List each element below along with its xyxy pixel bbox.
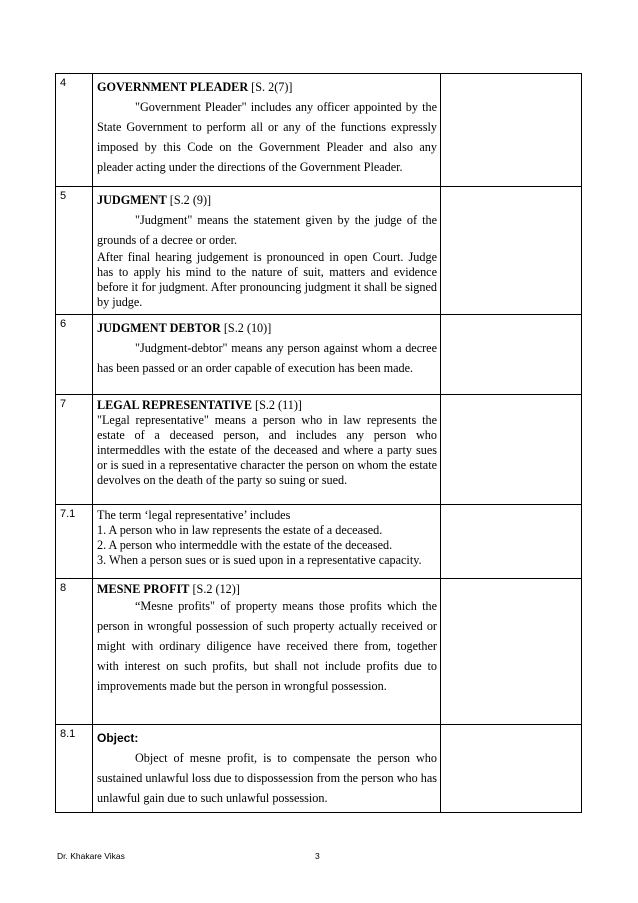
section-reference: [S.2 (9)]: [166, 193, 212, 207]
definitions-table: [55, 73, 582, 813]
blank-cell: [441, 579, 582, 725]
definition-body: "Judgment" means the statement given by the judge of the grounds of a decree or order.: [97, 213, 437, 247]
definition-cell: [93, 395, 441, 505]
definition-cell: [93, 187, 441, 315]
table-row: [56, 505, 582, 579]
row-number: 6: [56, 315, 93, 395]
definition-body: "Legal representative" means a person who in law represents the estate of a deceased person, and includes any person who intermeddles with the estate of the deceased and where a party sues or is sued in a representative character the person on whom the estate devolves on the death of the party so suing or sued.: [97, 413, 437, 487]
definition-cell: [93, 725, 441, 813]
blank-cell: [441, 395, 582, 505]
page-number: 3: [315, 851, 320, 861]
row-number: 5: [56, 187, 93, 315]
list-intro: The term ‘legal representative’ includes: [97, 508, 291, 522]
list-item: 1. A person who in law represents the estate of a deceased.: [97, 523, 383, 537]
section-reference: [S.2 (10)]: [220, 321, 272, 335]
definition-body: "Judgment-debtor" means any person against whom a decree has been passed or an order capable of execution has been made.: [97, 341, 437, 375]
table-row: [56, 725, 582, 813]
definition-heading: GOVERNMENT PLEADER: [97, 80, 249, 94]
section-reference: [S.2 (12)]: [189, 582, 240, 596]
footer-author: Dr. Khakare Vikas: [57, 851, 125, 861]
definition-heading: JUDGMENT: [97, 193, 167, 207]
list-item: 2. A person who intermeddle with the estate of the deceased.: [97, 538, 393, 552]
row-number: 8: [56, 579, 93, 725]
definition-cell: [93, 315, 441, 395]
blank-cell: [441, 505, 582, 579]
definition-cell: [93, 505, 441, 579]
blank-cell: [441, 315, 582, 395]
row-number: 7: [56, 395, 93, 505]
table-row: [56, 315, 582, 395]
blank-cell: [441, 187, 582, 315]
definition-heading: LEGAL REPRESENTATIVE: [97, 398, 252, 412]
definition-heading: JUDGMENT DEBTOR: [97, 321, 221, 335]
definition-body: Object of mesne profit, is to compensate the person who sustained unlawful loss due to dispossession from the person who has unlawful gain due to such unlawful possession.: [97, 751, 437, 805]
table-row: [56, 74, 582, 187]
definition-heading: MESNE PROFIT: [97, 582, 190, 596]
definition-heading: Object:: [97, 731, 139, 745]
table-row: [56, 395, 582, 505]
definition-note: After final hearing judgement is pronounced in open Court. Judge has to apply his mind to the nature of suit, matters and evidence before it for judgment. After pronouncing judgment it shall be signed by judge.: [97, 250, 437, 309]
blank-cell: [441, 725, 582, 813]
definition-body: “Mesne profits" of property means those profits which the person in wrongful possession of such property actually received or might with ordinary diligence have received there from, together with interest on such profits, but shall not include profits due to improvements made but the person in wrongful possession.: [97, 599, 437, 693]
blank-cell: [441, 74, 582, 187]
definition-body: "Government Pleader" includes any officer appointed by the State Government to perform all or any of the functions expressly imposed by this Code on the Government Pleader and also any pleader acting under the directions of the Government Pleader.: [97, 100, 437, 174]
row-number: 4: [56, 74, 93, 187]
row-number: 7.1: [56, 505, 93, 579]
definition-cell: [93, 579, 441, 725]
section-reference: [S. 2(7)]: [248, 80, 293, 94]
section-reference: [S.2 (11)]: [251, 398, 302, 412]
table-row: [56, 187, 582, 315]
table-row: [56, 579, 582, 725]
definition-cell: [93, 74, 441, 187]
list-item: 3. When a person sues or is sued upon in a representative capacity.: [97, 553, 422, 567]
row-number: 8.1: [56, 725, 93, 813]
